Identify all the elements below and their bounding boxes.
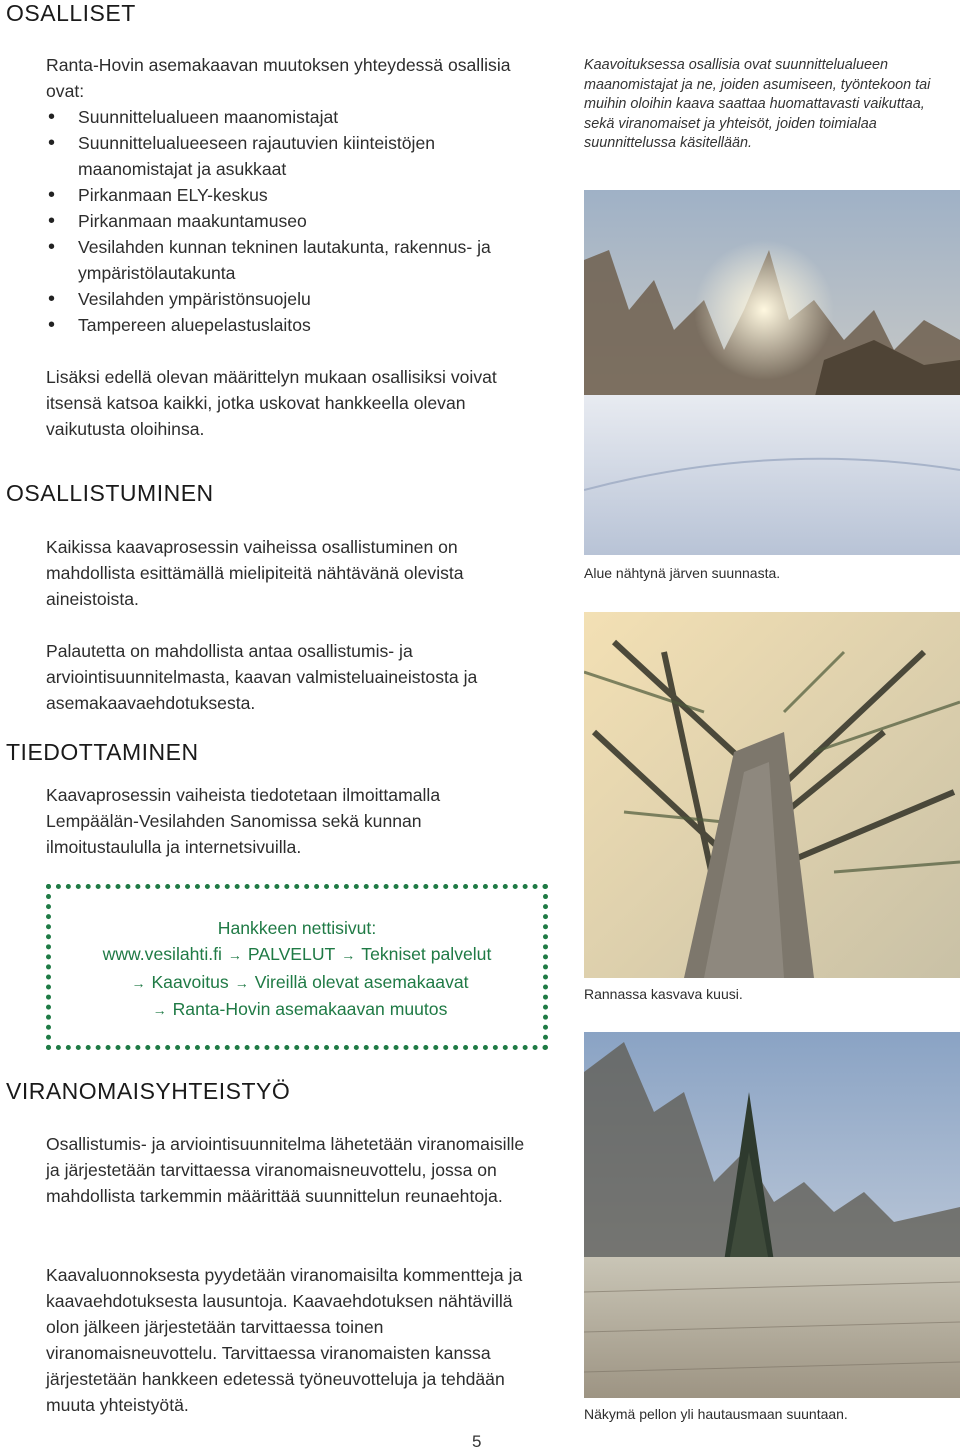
osallistuminen-p1: Kaikissa kaavaprosessin vaiheissa osallistuminen on mahdollista esittämällä mielipiteitä nähtävänä olevista aineistoista.: [46, 537, 464, 609]
side-note: Kaavoituksessa osallisia ovat suunnittelualueen maanomistajat ja ne, joiden asumiseen, työntekoon tai muihin oloihin kaava saattaa huomattavasti vaikuttaa, sekä viranomaiset ja yhteisöt, joiden toimialaa suunnittelussa käsitellään.: [584, 57, 931, 152]
path-vireilla[interactable]: Vireillä olevat asemakaavat: [254, 971, 469, 992]
photo-caption-lake: Alue nähtynä järven suunnasta.: [584, 565, 781, 581]
list-item: • Pirkanmaan ELY-keskus: [46, 182, 548, 208]
list-item: • Pirkanmaan maakuntamuseo: [46, 208, 548, 234]
link-box-line1: [51, 941, 543, 968]
list-item: • Tampereen aluepelastuslaitos: [46, 312, 548, 338]
tiedottaminen-p1: Kaavaprosessin vaiheista tiedotetaan ilmoittamalla Lempäälän-Vesilahden Sanomissa sekä kunnan ilmoitustaululla ja internetsivuilla.: [46, 785, 441, 857]
path-kaavoitus[interactable]: Kaavoitus: [151, 971, 229, 992]
photo-caption-spruce: Rannassa kasvava kuusi.: [584, 986, 743, 1002]
viranomaisyhteistyo-p1: Osallistumis- ja arviointisuunnitelma lähetetään viranomaisille ja järjestetään tarvittaessa viranomaisneuvottelu, jossa on mahdollista tarkemmin määrittää suunnittelun reunaehtoja.: [46, 1134, 525, 1206]
list-item: • Vesilahden ympäristönsuojelu: [46, 286, 548, 312]
arrow-right-icon: →: [152, 1002, 167, 1019]
page-number: 5: [472, 1432, 482, 1451]
arrow-right-icon: →: [131, 974, 146, 991]
list-item: • Vesilahden kunnan tekninen lautakunta, rakennus- ja ympäristölautakunta: [46, 234, 548, 286]
arrow-right-icon: →: [234, 974, 249, 991]
viranomaisyhteistyo-p2: Kaavaluonnoksesta pyydetään viranomaisilta kommentteja ja kaavaehdotuksesta lausuntoja. Kaavaehdotuksen nähtävillä olon jälkeen järjestetään tarvittaessa toinen viranomaisneuvottelu. Tarvittaessa viranomaisten kanssa järjestetään hankkeen edetessä työneuvotteluja ja tehdään muuta yhteistyötä.: [46, 1265, 523, 1415]
photo-frozen-lake: [584, 190, 960, 555]
photo-field-view: [584, 1032, 960, 1398]
osalliset-intro: Ranta-Hovin asemakaavan muutoksen yhteydessä osallisia ovat:: [46, 55, 511, 101]
heading-osalliset: OSALLISET: [6, 0, 136, 26]
arrow-right-icon: →: [227, 947, 242, 964]
link-box-line3: [51, 996, 543, 1023]
osalliset-extra: Lisäksi edellä olevan määrittelyn mukaan osallisiksi voivat itsensä katsoa kaikki, jotka uskovat hankkeella olevan vaikutusta oloihinsa.: [46, 367, 497, 439]
photo-caption-field: Näkymä pellon yli hautausmaan suuntaan.: [584, 1406, 848, 1422]
osalliset-list: [46, 104, 548, 338]
arrow-right-icon: →: [341, 947, 356, 964]
link-box-line2: [51, 969, 543, 996]
photo-spruce-tree: [584, 612, 960, 978]
project-website-box: [46, 884, 548, 1050]
list-item: • Suunnittelualueen maanomistajat: [46, 104, 548, 130]
heading-osallistuminen: OSALLISTUMINEN: [6, 480, 214, 506]
path-ranta-hovi[interactable]: Ranta-Hovin asemakaavan muutos: [172, 999, 448, 1020]
link-box-title: Hankkeen nettisivut:: [217, 918, 377, 938]
website-link[interactable]: www.vesilahti.fi: [102, 944, 222, 965]
path-tekniset-palvelut[interactable]: Tekniset palvelut: [361, 944, 492, 965]
heading-viranomaisyhteistyo: VIRANOMAISYHTEISTYÖ: [6, 1078, 291, 1104]
list-item: • Suunnittelualueeseen rajautuvien kiinteistöjen maanomistajat ja asukkaat: [46, 130, 548, 182]
heading-tiedottaminen: TIEDOTTAMINEN: [6, 739, 199, 765]
osallistuminen-p2: Palautetta on mahdollista antaa osallistumis- ja arviointisuunnitelmasta, kaavan valmisteluaineistosta ja asemakaavaehdotuksesta.: [46, 641, 478, 713]
path-palvelut[interactable]: PALVELUT: [247, 944, 336, 965]
